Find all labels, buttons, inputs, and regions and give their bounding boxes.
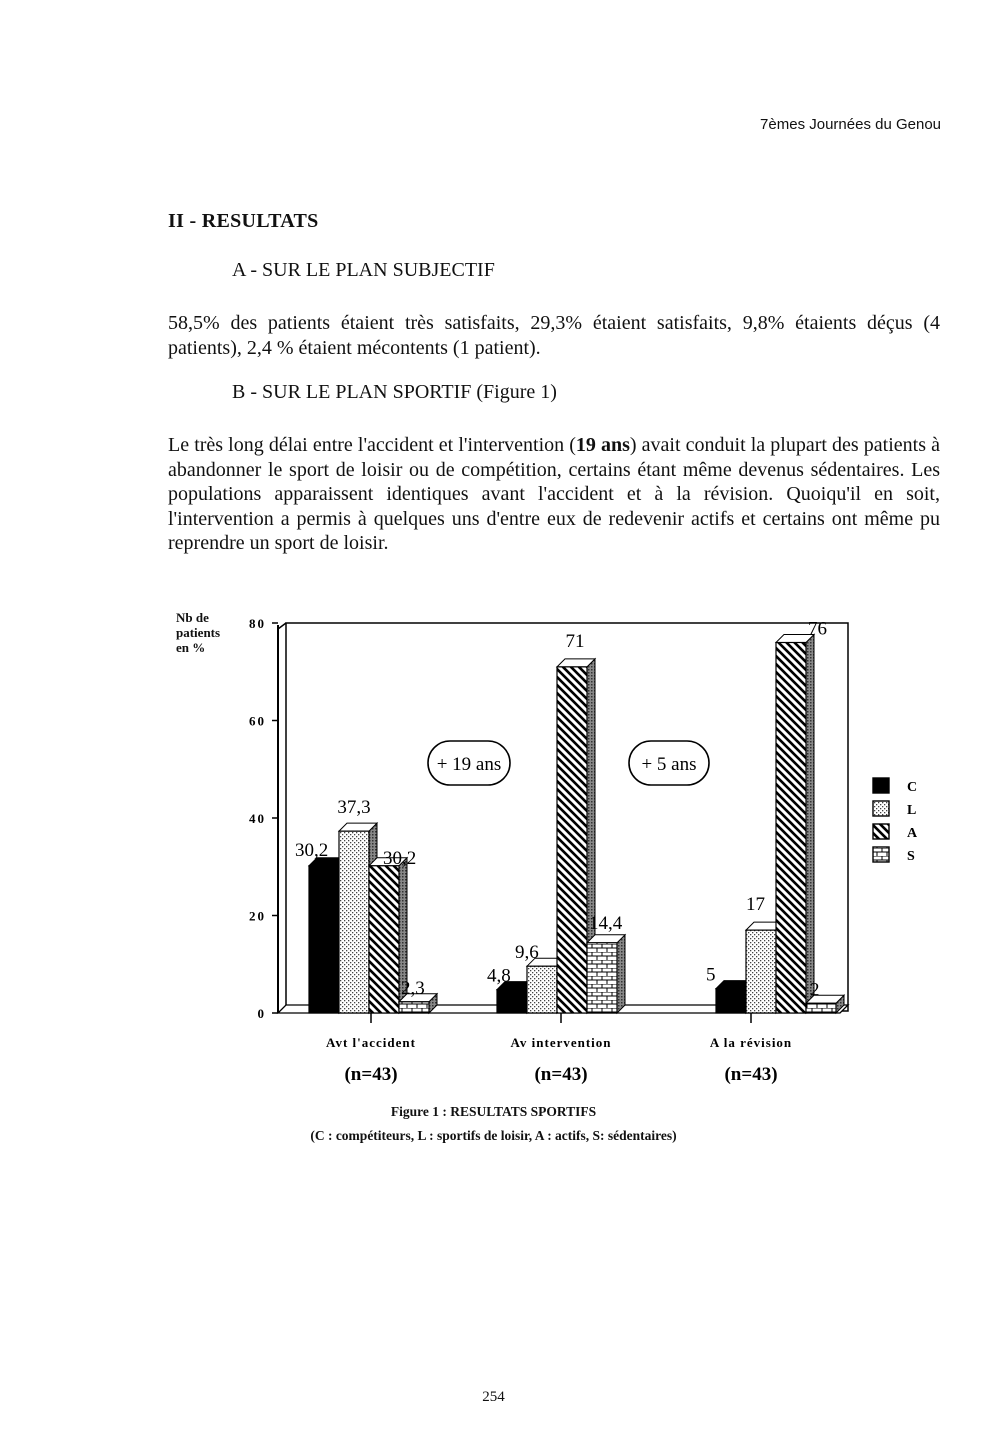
data-label-C-0: 30,2 [295, 839, 329, 861]
bar-side-A-2 [806, 635, 814, 1014]
legend-label-C: C [907, 780, 918, 795]
bar-A-2 [776, 643, 806, 1014]
annotation-1: + 5 ans [641, 754, 697, 775]
running-header: 7èmes Journées du Genou [760, 116, 941, 133]
y-tick-label-4: 80 [249, 616, 266, 631]
data-label-A-0: 30,2 [383, 847, 417, 869]
data-label-L-2: 17 [746, 894, 765, 916]
y-axis-label-line-2: patients [176, 625, 221, 640]
y-axis-label-line-3: en % [176, 640, 206, 655]
y-axis-label-line-1: Nb de [176, 610, 209, 625]
para2-text-2: ) avait conduit la plupart des patients à abandonner le sport de loisir ou de compétition, certains étant même devenus sédentaires. Les populations apparaissent identiques avant l'accident et à la révision. Quoiqu'il en soit, l'intervention a permis à quelques uns d'entre eux de redevenir actifs et certains ont même pu reprendre un sport de loisir. [168, 434, 940, 554]
bar-L-2 [746, 930, 776, 1013]
bar-S-1 [587, 943, 617, 1013]
figure-1-chart [0, 600, 987, 1160]
bar-C-2 [716, 989, 746, 1013]
bar-C-0 [309, 866, 339, 1013]
subsection-a-title: A - SUR LE PLAN SUBJECTIF [232, 259, 495, 281]
data-label-L-1: 9,6 [515, 942, 539, 964]
y-axis-top [278, 623, 286, 629]
y-tick-label-3: 60 [249, 713, 266, 729]
legend-swatch-S [873, 847, 889, 862]
data-label-C-2: 5 [706, 964, 716, 986]
y-tick-label-1: 20 [249, 908, 266, 924]
bar-L-1 [527, 966, 557, 1013]
legend-swatch-A [873, 824, 889, 839]
data-label-C-1: 4,8 [487, 965, 511, 987]
chart-svg [0, 600, 987, 1100]
bar-A-1 [557, 667, 587, 1013]
x-category-n-2: (n=43) [724, 1064, 778, 1085]
para2-bold: 19 ans [575, 434, 630, 456]
x-category-label-1: Av intervention [510, 1035, 612, 1050]
bar-L-0 [339, 831, 369, 1013]
bar-S-0 [399, 1002, 429, 1013]
bar-side-S-1 [617, 935, 625, 1013]
data-label-A-2: 76 [808, 618, 827, 640]
legend-label-A: A [907, 826, 918, 841]
page-number: 254 [482, 1389, 505, 1405]
figure-caption-legend: (C : compétiteurs, L : sportifs de loisir, A : actifs, S: sédentaires) [310, 1128, 677, 1143]
bar-A-0 [369, 866, 399, 1013]
section-title: II - RESULTATS [168, 210, 319, 232]
x-category-n-1: (n=43) [534, 1064, 588, 1085]
legend-label-L: L [907, 803, 917, 818]
bar-S-2 [806, 1003, 836, 1013]
data-label-S-1: 14,4 [589, 912, 623, 934]
legend-swatch-L [873, 801, 889, 816]
para2-text-1: Le très long délai entre l'accident et l'intervention ( [168, 434, 576, 456]
legend-label-S: S [907, 849, 915, 864]
data-label-L-0: 37,3 [337, 797, 371, 819]
x-category-n-0: (n=43) [344, 1064, 398, 1085]
bar-C-1 [497, 990, 527, 1013]
subsection-b-title: B - SUR LE PLAN SPORTIF (Figure 1) [232, 381, 557, 403]
data-label-S-0: 2,3 [401, 977, 425, 999]
x-category-label-2: A la révision [709, 1035, 793, 1050]
data-label-A-1: 71 [565, 630, 585, 652]
data-label-S-2: 2 [810, 979, 820, 1001]
figure-caption-title: Figure 1 : RESULTATS SPORTIFS [390, 1104, 597, 1119]
y-tick-label-0: 0 [257, 1006, 266, 1021]
y-tick-label-2: 40 [249, 811, 266, 826]
paragraph-subjective: 58,5% des patients étaient très satisfaits, 29,3% étaient satisfaits, 9,8% étaients déçus (4 patients), 2,4 % étaient mécontents (1 patient). [168, 312, 940, 359]
legend-swatch-C [873, 778, 889, 793]
x-category-label-0: Avt l'accident [326, 1035, 416, 1050]
paragraph-sport [168, 433, 940, 556]
annotation-0: + 19 ans [436, 754, 502, 775]
